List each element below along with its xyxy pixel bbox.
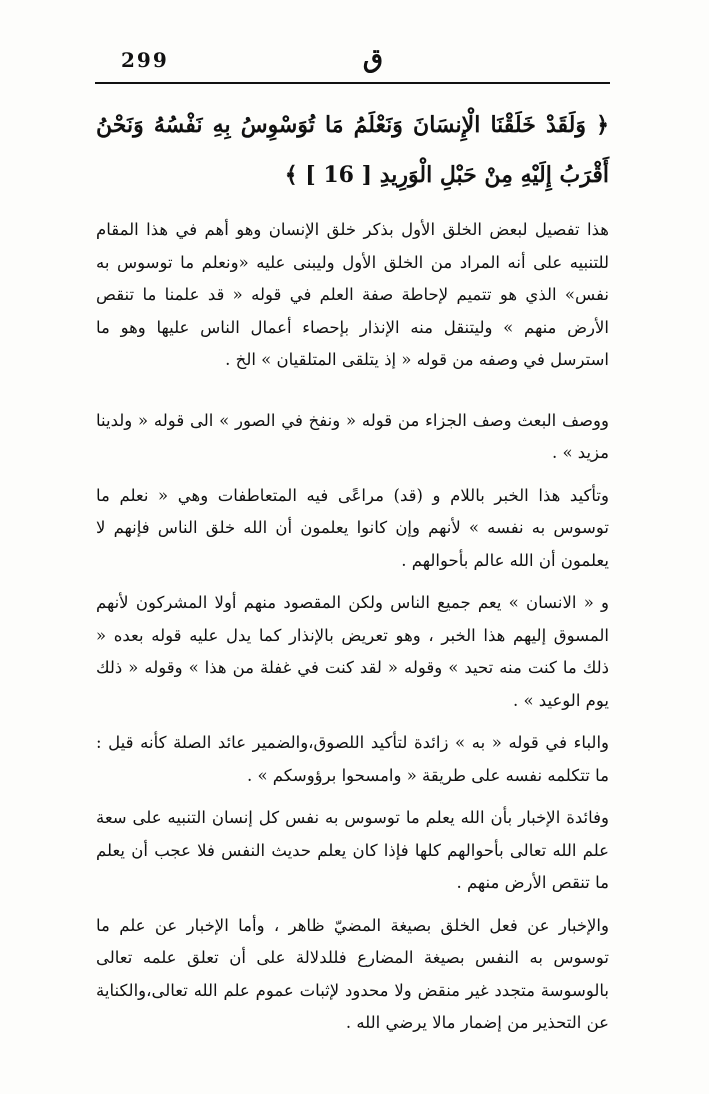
paragraph-7: والإخبار عن فعل الخلق بصيغة المضيّ ظاهر ، وأما الإخبار عن علم ما توسوس به النفس بصيغة المضارع فللدلالة على أن تعلق علمه تعالى بالوسوسة متجدد غير منقض ولا محدود لإثبات عموم علم الله تعالى،والكناية عن التحذير من إضمار مالا يرضي الله .	[96, 915, 609, 1032]
page-number: 299	[121, 48, 169, 72]
paragraph-3: وتأكيد هذا الخبر باللام و (قد) مراعًى فيه المتعاطفات وهي « نعلم ما توسوس به نفسه » لأنهم وإن كانوا يعلمون أن الله خلق الناس فإنهم لا يعلمون أن الله عالم بأحوالهم .	[96, 485, 609, 570]
page-body	[96, 100, 609, 1040]
surah-title: ق	[362, 44, 384, 74]
paragraph-spacer	[96, 377, 609, 405]
paragraph-5: والباء في قوله « به » زائدة لتأكيد اللصوق،والضمير عائد الصلة كأنه قيل : ما تتكلمه نفسه على طريقة « وامسحوا برؤوسكم » .	[96, 733, 609, 785]
paragraph-spacer	[96, 577, 609, 587]
verse-text: ﴿ وَلَقَدْ خَلَقْنَا الْإِنسَانَ وَنَعْلَمُ مَا تُوَسْوِسُ بِهِ نَفْسُهُ وَنَحْنُ أَقْرَبُ إِلَيْهِ مِنْ حَبْلِ الْوَرِيدِ	[96, 112, 609, 188]
quran-verse	[96, 100, 609, 200]
paragraph-spacer	[96, 470, 609, 480]
page-header	[95, 42, 610, 84]
paragraph-4: و « الانسان » يعم جميع الناس ولكن المقصود منهم أولا المشركون لأنهم المسوق إليهم هذا الخبر ، وهو تعريض بالإنذار كما يدل عليه قوله بعده « ذلك ما كنت منه تحيد » وقوله « لقد كنت في غفلة من هذا » وقوله « ذلك يوم الوعيد » .	[96, 593, 609, 710]
paragraph-2: ووصف البعث وصف الجزاء من قوله « ونفخ في الصور » الى قوله « ولدينا مزيد » .	[96, 410, 609, 462]
paragraph-spacer	[96, 792, 609, 802]
paragraph-spacer	[96, 900, 609, 910]
paragraph-6: وفائدة الإخبار بأن الله يعلم ما توسوس به نفس كل إنسان التنبيه على سعة علم الله تعالى بأحوالهم كلها فإذا كان يعلم حديث النفس فلا عجب أن يعلم ما تنقص الأرض منهم .	[96, 808, 609, 892]
verse-reference: [ 16 ] ﴾	[284, 162, 373, 188]
paragraph-spacer	[96, 717, 609, 727]
paragraph-1: هذا تفصيل لبعض الخلق الأول بذكر خلق الإنسان وهو أهم في هذا المقام للتنبيه على أنه المراد من الخلق الأول وليبنى عليه «ونعلم ما توسوس به نفس» الذي هو تتميم لإحاطة صفة العلم في قوله « قد علمنا ما تنقص الأرض منهم » وليتنقل منه الإنذار بإحصاء أعمال الناس عليها وهو ما استرسل في وصفه من قوله « إذ يتلقى المتلقيان » الخ .	[96, 220, 609, 369]
